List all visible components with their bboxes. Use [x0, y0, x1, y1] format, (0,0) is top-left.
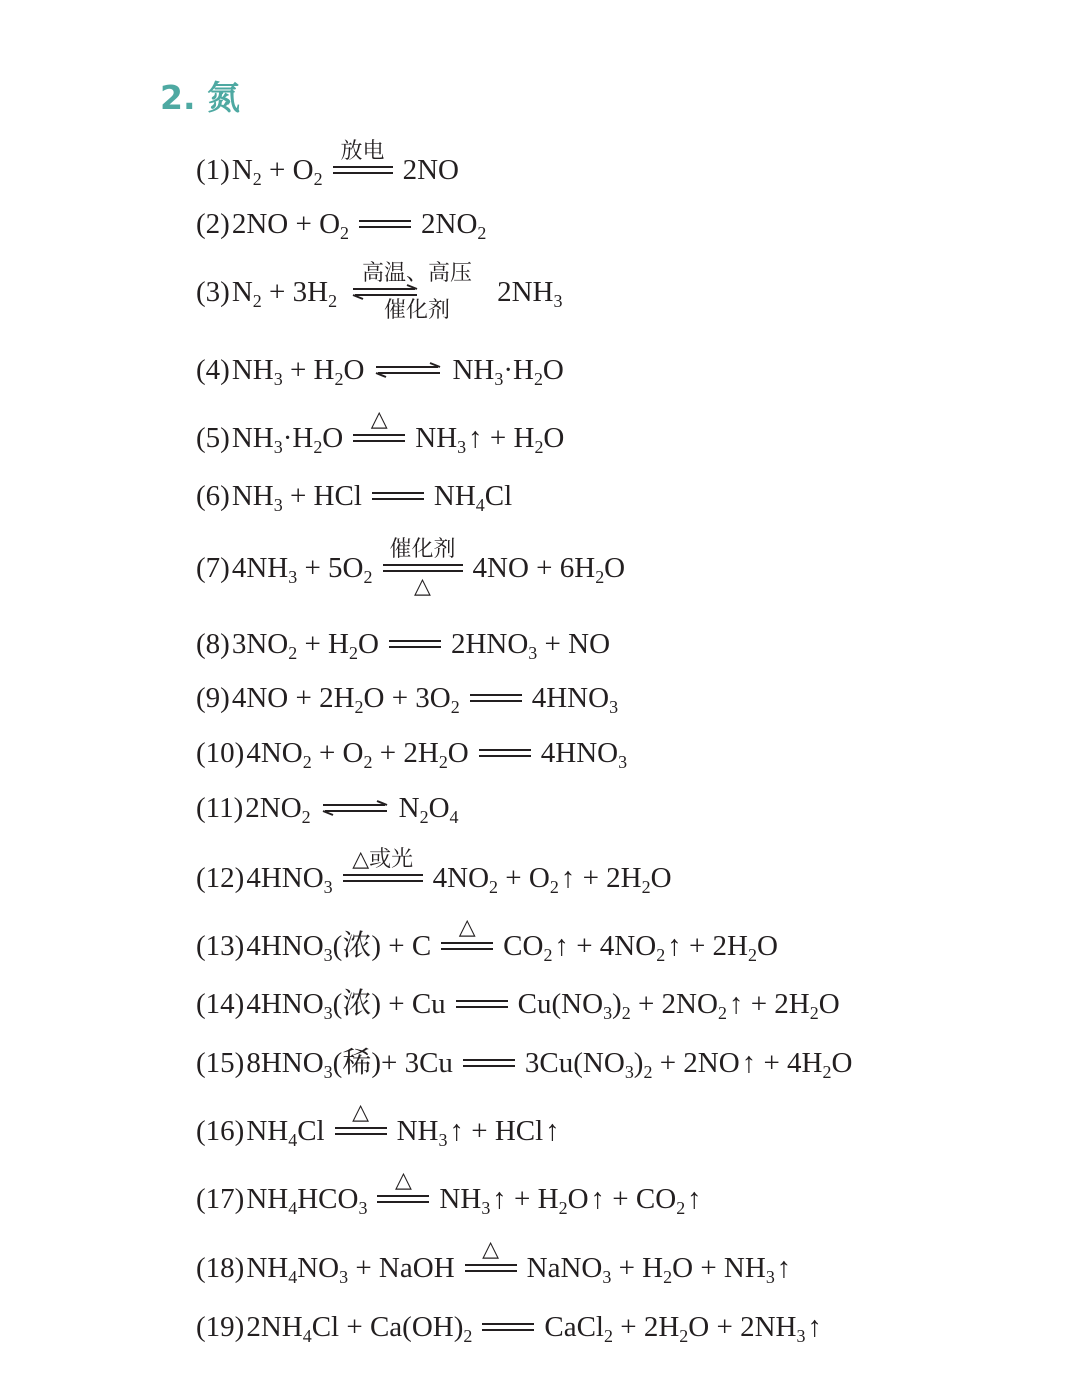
equation-number: (5): [196, 422, 230, 454]
reversible-arrow: [374, 350, 442, 390]
reactants: $NH_3$ + HCl: [231, 480, 362, 515]
reversible-arrow: [351, 261, 483, 323]
reactants: $NH_4Cl$: [246, 1115, 325, 1150]
equation-number: (4): [196, 354, 230, 386]
products: NaNO$_3$ + $H_2O$ + $NH_3↑$: [526, 1252, 792, 1287]
products: $CO_2↑$ + $4NO_2↑ + 2H_2O$: [503, 930, 778, 965]
products: $NH_3↑$ + $H_2O↑$ + $CO_2↑$: [439, 1183, 702, 1218]
equals-sign: [333, 139, 393, 190]
equation-6: [196, 476, 512, 516]
equation-number: (18): [196, 1252, 245, 1284]
equals-sign: [353, 407, 405, 458]
products: $2NH_3$: [497, 276, 563, 311]
reactants: $NH_4HCO_3$: [246, 1183, 368, 1218]
condition-top: △: [352, 1100, 370, 1125]
condition-top: 催化剂: [389, 537, 456, 562]
products: $NH_3\cdot H_2O$: [452, 354, 564, 389]
equation-13: [196, 915, 778, 966]
reactants: $4NO_2 + O_2 + 2H_2O$: [246, 737, 469, 772]
equals-sign: [377, 1168, 429, 1219]
condition-top: △或光: [352, 847, 414, 872]
reactants: $2NO + O_2$: [231, 208, 349, 243]
equation-number: (7): [196, 552, 230, 584]
reactants: $4HNO_3$(浓) + C: [246, 930, 432, 965]
equals-sign: [482, 1307, 534, 1347]
equals-sign: [441, 915, 493, 966]
condition-top: △: [394, 1168, 412, 1193]
equation-5: [196, 407, 565, 458]
equation-19: [196, 1307, 822, 1347]
equation-number: (17): [196, 1183, 245, 1215]
reactants: $N_2 + 3H_2$: [231, 276, 338, 311]
reactants: $4NO + 2H_2O + 3O_2$: [231, 682, 460, 717]
equation-number: (2): [196, 208, 230, 240]
products: CaCl$_2$ + $2H_2O$ + $2NH_3↑$: [544, 1311, 822, 1346]
reactants: $2NH_4Cl + Ca(OH)_2$: [246, 1311, 473, 1346]
equation-number: (3): [196, 276, 230, 308]
equation-9: [196, 678, 618, 718]
products: $NH_3↑ + H_2O$: [415, 422, 565, 457]
equation-8: [196, 624, 610, 664]
equation-12: [196, 847, 672, 898]
reactants: $NH_4NO_3$ + NaOH: [246, 1252, 455, 1287]
reactants: $N_2 + O_2$: [231, 154, 323, 189]
equation-15: [196, 1043, 852, 1083]
condition-top: △: [458, 915, 476, 940]
equation-number: (6): [196, 480, 230, 512]
reactants: $2NO_2$: [245, 792, 311, 827]
equation-number: (1): [196, 154, 230, 186]
reactants: $3NO_2 + H_2O$: [231, 628, 379, 663]
products: $2NO_2$: [421, 208, 487, 243]
section-title: 2. 氮: [160, 78, 240, 117]
condition-top: △: [482, 1237, 500, 1262]
equation-3: [196, 261, 563, 323]
equation-number: (16): [196, 1115, 245, 1147]
equation-7: [196, 537, 626, 599]
equation-4: [196, 350, 564, 390]
reactants: $8HNO_3$(稀)+ 3Cu: [246, 1047, 453, 1082]
equation-2: [196, 204, 486, 244]
equation-10: [196, 733, 627, 773]
equation-number: (10): [196, 737, 245, 769]
equation-16: [196, 1100, 560, 1151]
equation-1: [196, 139, 459, 190]
products: $4HNO_3$: [531, 682, 619, 717]
products: $4NO + 6H_2O$: [472, 552, 626, 587]
equation-number: (11): [196, 792, 244, 824]
equation-number: (8): [196, 628, 230, 660]
reactants: $4HNO_3$(浓) + Cu: [246, 988, 446, 1023]
equals-sign: [463, 1043, 515, 1083]
equation-14: [196, 984, 840, 1024]
condition-bottom: △: [414, 574, 431, 599]
equation-18: [196, 1237, 792, 1288]
equals-sign: [470, 678, 522, 718]
equation-17: [196, 1168, 702, 1219]
products: $3Cu(NO_3)_2$ + 2NO↑ + $4H_2O$: [524, 1047, 853, 1082]
equals-sign: [335, 1100, 387, 1151]
products: $4HNO_3$: [540, 737, 628, 772]
equals-sign: [479, 733, 531, 773]
equals-sign: [465, 1237, 517, 1288]
reactants: $4NH_3 + 5O_2$: [231, 552, 373, 587]
products: $2HNO_3$ + NO: [450, 628, 611, 663]
equation-number: (9): [196, 682, 230, 714]
equation-number: (13): [196, 930, 245, 962]
equals-sign: [372, 476, 424, 516]
reactants: $NH_3\cdot H_2O$: [231, 422, 344, 457]
condition-bottom: 催化剂: [384, 298, 451, 323]
equals-sign: [383, 537, 463, 599]
products: $N_2O_4$: [398, 792, 459, 827]
equals-sign: [456, 984, 508, 1024]
reactants: $NH_3 + H_2O$: [231, 354, 365, 389]
products: $NH_4Cl$: [433, 480, 513, 515]
equals-sign: [343, 847, 423, 898]
equation-number: (12): [196, 862, 245, 894]
condition-top: 放电: [340, 139, 385, 164]
reactants: $4HNO_3$: [246, 862, 333, 897]
equals-sign: [359, 204, 411, 244]
condition-top: 高温、高压: [362, 261, 473, 286]
equals-sign: [389, 624, 441, 664]
equation-number: (19): [196, 1311, 245, 1343]
products: $NH_3↑$ + HCl↑: [396, 1115, 560, 1150]
products: 2NO: [402, 154, 459, 186]
products: $Cu(NO_3)_2$ + $2NO_2↑ + 2H_2O$: [517, 988, 840, 1023]
reversible-arrow: [321, 788, 389, 828]
condition-top: △: [370, 407, 388, 432]
equation-number: (14): [196, 988, 245, 1020]
equation-11: [196, 788, 459, 828]
products: $4NO_2$ + $O_2↑ + 2H_2O$: [432, 862, 672, 897]
equation-number: (15): [196, 1047, 245, 1079]
